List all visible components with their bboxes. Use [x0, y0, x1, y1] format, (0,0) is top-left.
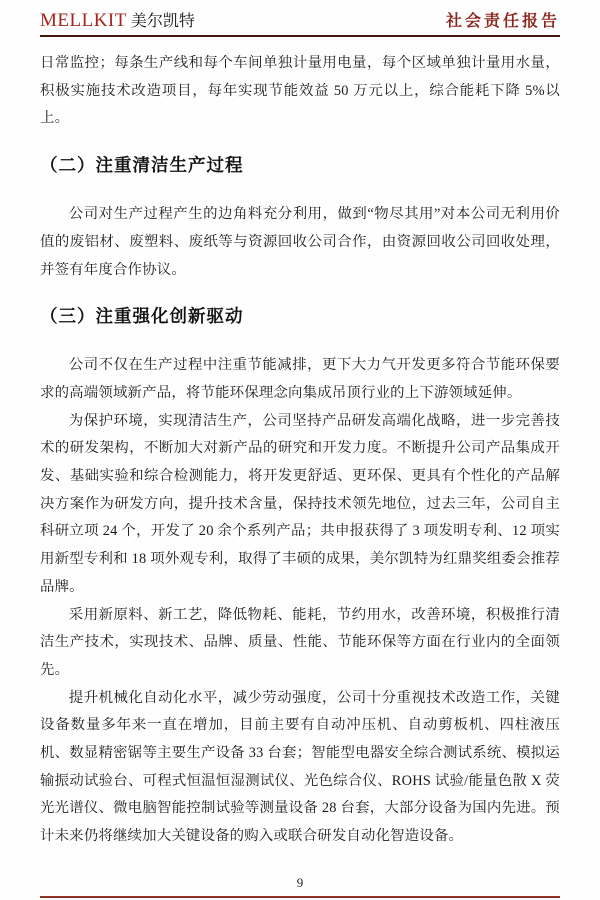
page-number: 9	[296, 875, 304, 890]
section-paragraph: 采用新原料、新工艺，降低物耗、能耗，节约用水，改善环境，积极推行清洁生产技术，实现技术、品牌、质量、性能、节能环保等方面在行业内的全面领先。	[40, 606, 560, 678]
brand-name-cn: 美尔凯特	[130, 13, 195, 30]
brand-logo	[40, 8, 195, 32]
section-heading-innovation-drive: （三）注重强化创新驱动	[40, 306, 244, 327]
section-heading-clean-production: （二）注重清洁生产过程	[40, 155, 244, 176]
section-paragraph: 公司不仅在生产过程中注重节能减排，更下大力气开发更多符合节能环保要求的高端领域新产品，将节能环保理念向集成吊顶行业的上下游领域延伸。	[40, 357, 560, 401]
page-header	[40, 0, 560, 32]
footer-divider	[40, 896, 560, 898]
report-title: 社会责任报告	[445, 13, 560, 30]
section-paragraph: 提升机械化自动化水平，减少劳动强度，公司十分重视技术改造工作，关键设备数量多年来一直在增加，目前主要有自动冲压机、自动剪板机、四柱液压机、数显精密锯等主要生产设备 33 台套；智能型电器安全综合测试系统、模拟运输振动试验台、可程式恒温恒湿测试仪、光色综合仪、ROHS 试验/能量色散 X 荧光光谱仪、微电脑智能控制试验等测量设备 28 台套，大部分设备为国内先进。预计未来仍将继续加大关键设备的购入或联合研发自动化智造设备。	[40, 689, 560, 845]
document-body	[40, 37, 560, 851]
brand-name-en: MELLKIT	[40, 10, 127, 31]
section-paragraph: 为保护环境，实现清洁生产，公司坚持产品研发高端化战略，进一步完善技术的研发架构，不断加大对新产品的研究和开发力度。不断提升公司产品集成开发、基础实验和综合检测能力，将开发更舒适、更环保、更具有个性化的产品解决方案作为研发方向，提升技术含量，保持技术领先地位，过去三年，公司自主科研立项 24 个，开发了 20 余个系列产品；共申报获得了 3 项发明专利、12 项实用新型专利和 18 项外观专利，取得了丰硕的成果，美尔凯特为红鼎奖组委会推荐品牌。	[40, 412, 560, 595]
intro-paragraph: 日常监控；每条生产线和每个车间单独计量用电量，每个区域单独计量用水量，积极实施技术改造项目，每年实现节能效益 50 万元以上，综合能耗下降 5%以上。	[40, 55, 560, 127]
section-paragraph: 公司对生产过程产生的边角料充分利用，做到“物尽其用”对本公司无利用价值的废铝材、废塑料、废纸等与资源回收公司合作，由资源回收公司回收处理，并签有年度合作协议。	[40, 206, 560, 278]
